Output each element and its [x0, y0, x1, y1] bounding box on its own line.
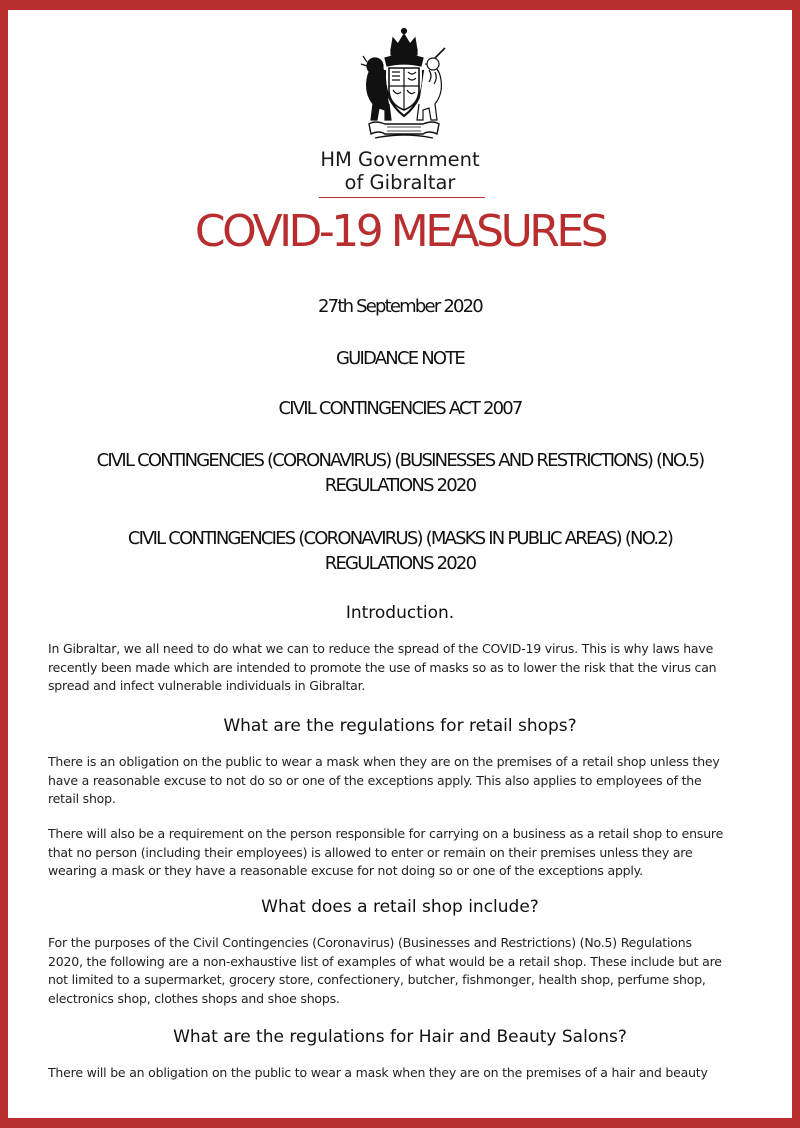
retail-shop-definition-heading: What does a retail shop include? — [261, 897, 539, 917]
royal-coat-of-arms-icon — [355, 24, 453, 142]
introduction-paragraph — [48, 640, 772, 696]
paragraph-line: not limited to a supermarket, grocery store, confectionery, butcher, fishmonger, health shop, perfume shop, — [48, 972, 706, 987]
salons-heading: What are the regulations for Hair and Beauty Salons? — [173, 1027, 627, 1047]
regulation-1-line-2: REGULATIONS 2020 — [324, 475, 476, 496]
retail-shop-definition-paragraph — [48, 934, 772, 1008]
paragraph-line: have a reasonable excuse to not do so or one of the exceptions apply. This also applies to employees of the — [48, 772, 702, 788]
regulation-1-title — [48, 448, 752, 498]
paragraph-line: recently been made which are intended to promote the use of masks so as to lower the risk that the virus can — [48, 659, 717, 675]
document-type: GUIDANCE NOTE — [335, 348, 465, 369]
introduction-heading: Introduction. — [345, 603, 455, 623]
retail-heading: What are the regulations for retail shops? — [223, 716, 577, 736]
retail-paragraph-2 — [48, 825, 772, 881]
paragraph-line: that no person (including their employees) is allowed to enter or remain on their premises unless they are — [48, 844, 693, 860]
paragraph-line: retail shop. — [48, 791, 116, 806]
document-date: 27th September 2020 — [318, 296, 482, 317]
paragraph-line: There will be an obligation on the public to wear a mask when they are on the premises of a hair and beauty — [48, 1065, 708, 1080]
regulation-2-line-2: REGULATIONS 2020 — [324, 553, 476, 574]
paragraph-line: electronics shop, clothes shops and shoe shops. — [48, 990, 340, 1006]
paragraph-line: wearing a mask or they have a reasonable excuse for not doing so or one of the exceptions apply. — [48, 863, 643, 878]
act-title: CIVIL CONTINGENCIES ACT 2007 — [278, 398, 522, 419]
paragraph-line: spread and infect vulnerable individuals in Gibraltar. — [48, 678, 366, 693]
org-line-1: HM Government — [320, 148, 480, 171]
org-divider — [319, 197, 485, 198]
paragraph-line: There will also be a requirement on the person responsible for carrying on a business as a retail shop to ensure — [48, 826, 724, 841]
page-title: COVID-19 MEASURES — [194, 206, 606, 257]
regulation-1-line-1: CIVIL CONTINGENCIES (CORONAVIRUS) (BUSINESSES AND RESTRICTIONS) (NO.5) — [96, 450, 704, 471]
regulation-2-title — [48, 526, 752, 576]
org-line-2: of Gibraltar — [344, 171, 456, 194]
organisation-name — [8, 148, 792, 194]
regulation-2-line-1: CIVIL CONTINGENCIES (CORONAVIRUS) (MASKS IN PUBLIC AREAS) (NO.2) — [127, 528, 673, 549]
paragraph-line: In Gibraltar, we all need to do what we can to reduce the spread of the COVID-19 virus. This is why laws have — [48, 641, 714, 656]
salons-paragraph — [48, 1064, 772, 1083]
paragraph-line: There is an obligation on the public to wear a mask when they are on the premises of a retail shop unless they — [48, 754, 720, 769]
paragraph-line: For the purposes of the Civil Contingencies (Coronavirus) (Businesses and Restrictions) (No.5) Regulations — [48, 935, 692, 950]
retail-paragraph-1 — [48, 753, 772, 809]
paragraph-line: 2020, the following are a non-exhaustive list of examples of what would be a retail shop. These include but are — [48, 953, 722, 969]
